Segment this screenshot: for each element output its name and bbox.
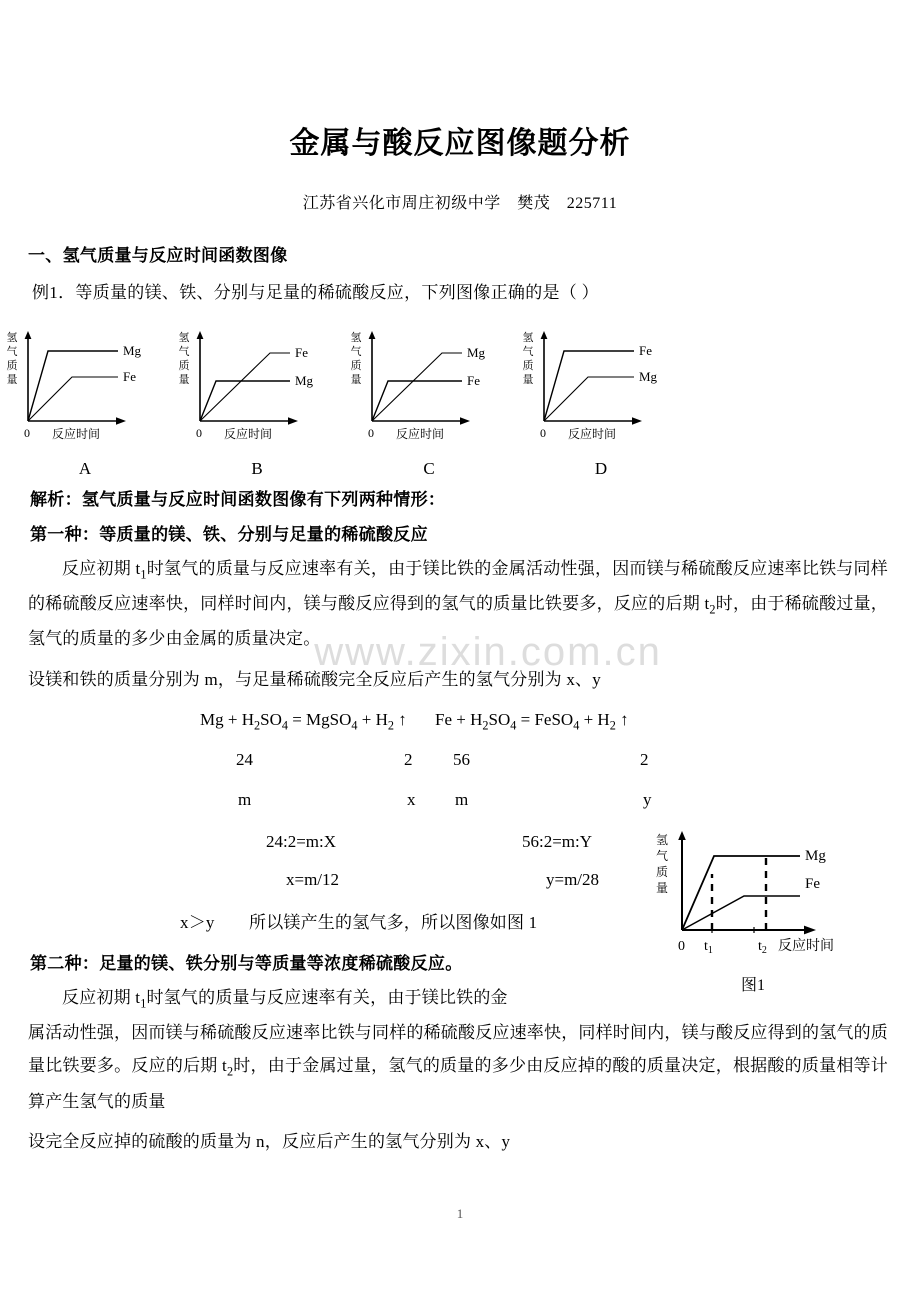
case2-text-c: 属活动性强，因而镁与稀硫酸反应速率比铁与同样的稀硫酸反应速率快，同样时间内，镁与酸反应得到的氢气的质量比铁要多。反应的后期 t <box>28 1023 888 1076</box>
chart-b-label-fe: Fe <box>295 345 308 360</box>
chart-b-origin: 0 <box>196 426 202 440</box>
chart-a-ylabel-4: 量 <box>6 374 18 386</box>
case2-sub-1: 1 <box>140 996 147 1011</box>
case1-setup: 设镁和铁的质量分别为 m，与足量稀硫酸完全反应后产生的氢气分别为 x、y <box>28 669 601 689</box>
chart-a-label-mg: Mg <box>123 343 142 358</box>
chart-d-xlabel: 反应时间 <box>568 427 617 441</box>
case1-heading: 第一种：等质量的镁、铁、分别与足量的稀硫酸反应 <box>30 525 428 544</box>
mg-molar-mass: 24 <box>236 749 253 769</box>
chart-b-xlabel: 反应时间 <box>224 427 273 441</box>
chart-a-label-fe: Fe <box>123 369 136 384</box>
mg-x-var: x <box>407 789 416 809</box>
fig1-origin: 0 <box>678 939 685 954</box>
chart-c-origin: 0 <box>368 426 374 440</box>
chart-c-ylabel-3: 质 <box>350 360 362 372</box>
fig1-ylabel-3: 质 <box>655 865 669 879</box>
fe-mass-var: m <box>455 789 469 809</box>
fig1-ylabel-2: 气 <box>655 849 669 863</box>
mg-h2-mass: 2 <box>404 749 413 769</box>
chart-c-ylabel-2: 气 <box>350 346 362 358</box>
chart-c-xlabel: 反应时间 <box>396 427 445 441</box>
chart-b-label-mg: Mg <box>295 373 314 388</box>
result-x: x=m/12 <box>286 869 340 889</box>
chart-b-ylabel-4: 量 <box>178 374 190 386</box>
option-letter-a: A <box>78 459 92 478</box>
section-heading: 一、氢气质量与反应时间函数图像 <box>28 246 288 265</box>
option-chart-a <box>0 325 170 478</box>
chart-a-ylabel-3: 质 <box>6 360 18 372</box>
option-charts-row <box>0 325 920 478</box>
chart-a-svg <box>0 325 170 453</box>
ratio-mg: 24:2=m:X <box>266 831 337 851</box>
variable-row <box>0 782 920 822</box>
figure-1 <box>648 826 894 992</box>
case1-text-a: 反应初期 t <box>62 559 141 578</box>
fig1-xlabel: 反应时间 <box>778 937 834 953</box>
chart-b-ylabel-1: 氢 <box>178 332 190 344</box>
chart-d-ylabel-4: 量 <box>522 374 534 386</box>
option-chart-d <box>516 325 686 478</box>
page-title: 金属与酸反应图像题分析 <box>289 127 631 160</box>
fe-y-var: y <box>643 789 652 809</box>
result-y: y=m/28 <box>546 869 600 889</box>
chart-d-ylabel-1: 氢 <box>522 332 534 344</box>
ratio-fe: 56:2=m:Y <box>522 831 593 851</box>
fig1-ylabel-1: 氢 <box>655 833 669 847</box>
chart-b-ylabel-2: 气 <box>178 346 190 358</box>
chart-c-label-fe: Fe <box>467 373 480 388</box>
chart-d-ylabel-3: 质 <box>522 360 534 372</box>
figure-1-caption: 图1 <box>740 977 765 994</box>
chart-d-origin: 0 <box>540 426 546 440</box>
byline: 江苏省兴化市周庄初级中学 樊茂 225711 <box>302 195 618 212</box>
equation-fe: $Fe + H_2SO_4$ = FeSO$_4$ + $H_2$ ↑ <box>435 709 629 733</box>
watermark: www.zixin.com.cn <box>314 630 662 674</box>
conclusion-line: x＞y 所以镁产生的氢气多，所以图像如图 1 <box>180 912 538 932</box>
fig1-ylabel-4: 量 <box>655 881 669 895</box>
equation-row <box>0 696 920 736</box>
chart-d-ylabel-2: 气 <box>522 346 534 358</box>
case2-text-b: 时氢气的质量与反应速率有关，由于镁比铁的金 <box>146 987 508 1007</box>
case2-text-a: 反应初期 t <box>62 987 141 1007</box>
chart-b-ylabel-3: 质 <box>178 360 190 372</box>
fig1-label-mg: Mg <box>805 848 826 864</box>
case1-text-b: 时氢气的质量与反应速率有关，由于镁比铁的金属活动性强，因而镁与稀硫酸反应速率比铁与同样的稀硫酸反应速率快，同样时间内，镁与酸反应得到的氢气的质量比铁要多，反应的后期 t <box>28 559 888 614</box>
example-question: 例1．等质量的镁、铁、分别与足量的稀硫酸反应，下列图像正确的是（ ） <box>32 283 599 302</box>
case2-text-d: 时，由于金属过量，氢气的质量的多少由反应掉的酸的质量决定，根据酸的质量相等计算产生氢气的质量 <box>28 1056 888 1111</box>
figure-1-svg <box>648 826 888 976</box>
chart-a-origin: 0 <box>24 426 30 440</box>
case2-paragraph-part2 <box>0 1016 920 1118</box>
case1-sub-2: 2 <box>709 602 716 617</box>
fe-h2-mass: 2 <box>640 749 649 769</box>
equation-mg: $Mg + H_2SO_4$ = MgSO$_4$ + $H_2$ ↑ <box>200 709 407 733</box>
mg-mass-var: m <box>238 789 252 809</box>
case2-heading: 第二种：足量的镁、铁分别与等质量等浓度稀硫酸反应。 <box>30 953 463 973</box>
option-letter-c: C <box>423 459 435 478</box>
case1-sub-1: 1 <box>140 567 147 582</box>
chart-d-svg <box>516 325 686 453</box>
option-letter-b: B <box>251 459 263 478</box>
fe-molar-mass: 56 <box>453 749 470 769</box>
case1-paragraph <box>0 545 920 656</box>
case2-sub-2: 2 <box>226 1064 234 1079</box>
chart-d-label-fe: Fe <box>639 343 652 358</box>
option-chart-b <box>172 325 342 478</box>
chart-c-ylabel-4: 量 <box>350 374 362 386</box>
chart-c-ylabel-1: 氢 <box>350 332 362 344</box>
chart-c-label-mg: Mg <box>467 345 486 360</box>
option-letter-d: D <box>594 459 608 478</box>
chart-a-ylabel-2: 气 <box>6 346 18 358</box>
chart-d-label-mg: Mg <box>639 369 658 384</box>
fig1-tick-t1: $t_1$ <box>704 939 713 956</box>
chart-b-svg <box>172 325 342 453</box>
case1-text-c: 时，由于稀硫酸过量，氢气的质量的多少由金属的质量决定。 <box>28 594 889 649</box>
page-number: 1 <box>456 1206 464 1221</box>
fig1-label-fe: Fe <box>805 876 820 892</box>
chart-c-svg <box>344 325 514 453</box>
analysis-lead: 解析：氢气质量与反应时间函数图像有下列两种情形： <box>30 490 446 509</box>
option-chart-c <box>344 325 514 478</box>
chart-a-ylabel-1: 氢 <box>6 332 18 344</box>
molar-mass-row <box>0 736 920 782</box>
case2-setup: 设完全反应掉的硫酸的质量为 n，反应后产生的氢气分别为 x、y <box>28 1131 511 1151</box>
fig1-tick-t2: $t_2$ <box>758 939 767 956</box>
chart-a-xlabel: 反应时间 <box>52 427 101 441</box>
